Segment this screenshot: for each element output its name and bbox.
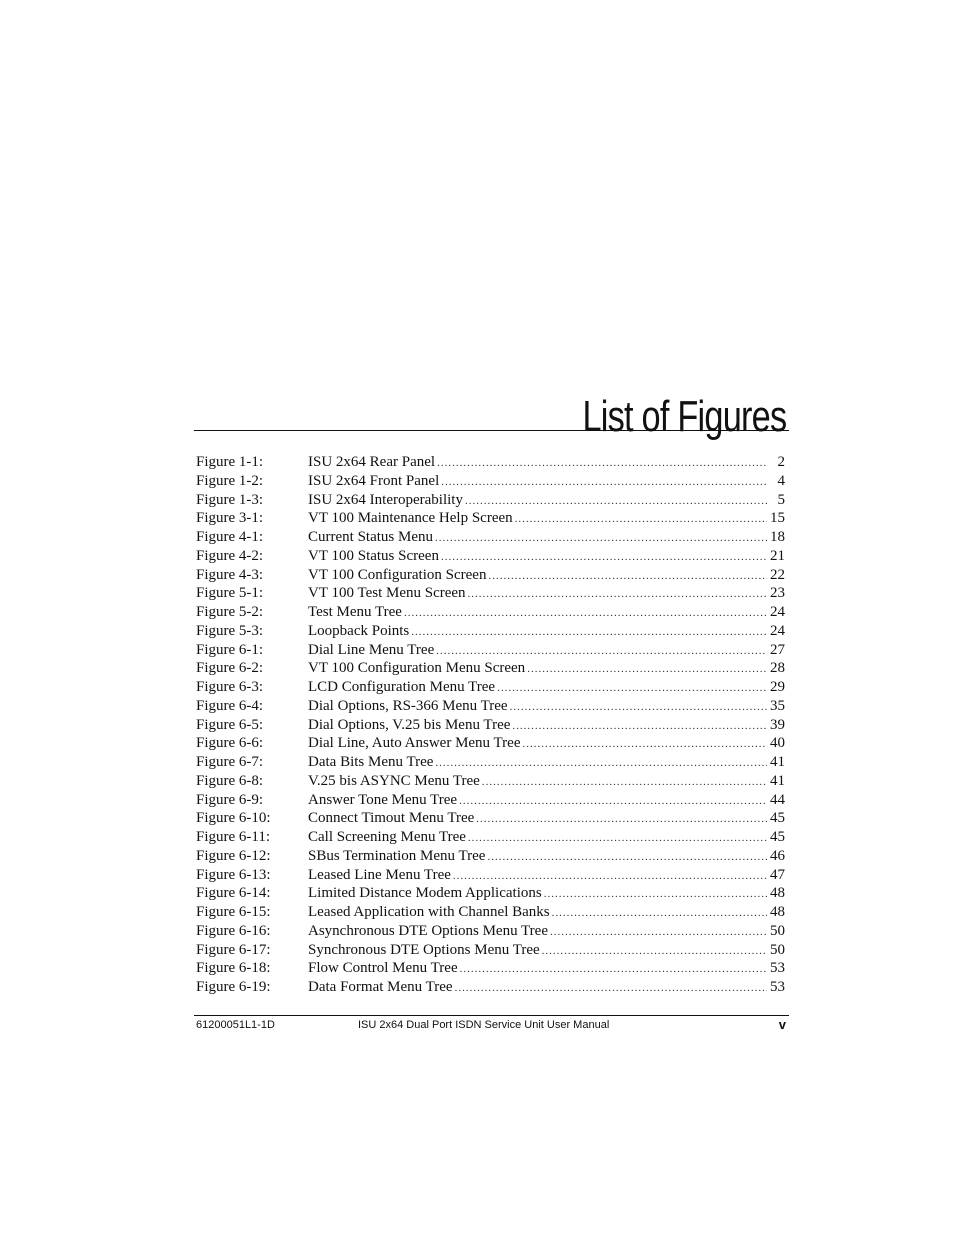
dot-leader [453,867,767,886]
figure-title: Test Menu Tree [308,604,402,620]
figure-page-number: 2 [777,454,785,470]
figure-page-number: 40 [770,735,785,752]
figure-title: Call Screening Menu Tree [308,829,466,845]
figure-entry[interactable] [196,941,785,960]
figure-title: ISU 2x64 Rear Panel [308,454,436,470]
figure-title: Synchronous DTE Options Menu Tree [308,941,540,958]
figure-page-number: 47 [770,866,785,883]
figure-entry[interactable] [196,472,785,491]
dot-leader [542,942,767,961]
figure-entry[interactable] [196,978,785,997]
figure-title: Loopback Points [308,622,410,639]
dot-leader [522,735,767,754]
figure-entry[interactable] [196,922,785,941]
figure-number: Figure 6-13: [196,866,271,883]
figure-entry[interactable] [196,884,785,903]
figure-title: VT 100 Configuration Menu Screen [308,660,526,677]
figure-page-number: 48 [770,885,785,902]
figure-number: Figure 6-3: [196,679,264,695]
figure-entry[interactable] [196,491,785,510]
figure-title: ISU 2x64 Interoperability [308,491,463,508]
figure-page-number: 50 [770,941,785,958]
figure-entry[interactable] [196,716,785,735]
dot-leader [441,473,768,492]
figure-page-number: 23 [770,585,785,602]
dot-leader [441,548,767,567]
figure-title: VT 100 Maintenance Help Screen [308,510,513,527]
figure-page-number: 24 [770,604,785,620]
dot-leader [459,792,767,811]
figure-page-number: 29 [770,679,785,695]
figure-page-number: 15 [770,510,785,527]
figure-page-number: 22 [770,566,785,583]
figure-number: Figure 4-2: [196,547,264,564]
figure-page-number: 50 [770,922,785,939]
figure-entry[interactable] [196,697,785,716]
figure-entry[interactable] [196,678,785,697]
dot-leader [512,717,767,736]
figure-entry[interactable] [196,959,785,978]
figure-page-number: 48 [770,904,785,920]
footer-page-number: v [778,1017,786,1032]
dot-leader [411,623,767,642]
dot-leader [455,979,767,998]
figure-page-number: 46 [770,847,785,864]
figure-page-number: 53 [770,979,785,995]
figure-title: Answer Tone Menu Tree [308,791,458,808]
figure-list [196,453,785,997]
dot-leader [487,848,767,867]
dot-leader [515,510,767,529]
figure-page-number: 35 [770,697,785,714]
figure-number: Figure 6-12: [196,847,271,864]
figure-number: Figure 6-10: [196,810,271,827]
figure-title: V.25 bis ASYNC Menu Tree [308,772,480,789]
figure-number: Figure 6-14: [196,885,271,902]
figure-number: Figure 4-3: [196,566,264,583]
figure-number: Figure 6-18: [196,960,271,977]
dot-leader [544,885,767,904]
figure-number: Figure 6-11: [196,829,271,845]
figure-number: Figure 6-15: [196,904,271,920]
figure-number: Figure 4-1: [196,529,264,545]
figure-title: Dial Line Menu Tree [308,641,435,658]
figure-entry[interactable] [196,828,785,847]
figure-entry[interactable] [196,753,785,772]
figure-number: Figure 6-9: [196,791,264,808]
dot-leader [468,585,767,604]
figure-number: Figure 1-1: [196,454,264,470]
figure-title: VT 100 Configuration Screen [308,566,487,583]
footer-divider [194,1015,789,1016]
figure-title: Leased Line Menu Tree [308,866,451,883]
dot-leader [510,698,767,717]
figure-entry[interactable] [196,547,785,566]
figure-entry[interactable] [196,622,785,641]
figure-entry[interactable] [196,584,785,603]
figure-number: Figure 6-19: [196,979,271,995]
dot-leader [435,754,767,773]
figure-number: Figure 6-16: [196,922,271,939]
figure-entry[interactable] [196,566,785,585]
figure-title: ISU 2x64 Front Panel [308,472,440,489]
page-title: List of Figures [582,392,786,442]
dot-leader [436,642,767,661]
figure-page-number: 18 [770,529,785,545]
figure-title: Data Bits Menu Tree [308,754,434,770]
figure-entry[interactable] [196,809,785,828]
figure-number: Figure 6-2: [196,660,264,677]
figure-entry[interactable] [196,903,785,922]
dot-leader [552,904,767,923]
dot-leader [404,604,767,623]
figure-title: Flow Control Menu Tree [308,960,458,977]
figure-number: Figure 6-7: [196,754,264,770]
figure-page-number: 24 [770,622,785,639]
footer-manual-title: ISU 2x64 Dual Port ISDN Service Unit User Manual [358,1019,610,1031]
dot-leader [476,810,767,829]
figure-page-number: 41 [770,754,785,770]
figure-title: Dial Line, Auto Answer Menu Tree [308,735,521,752]
title-divider [194,430,789,431]
figure-number: Figure 5-1: [196,585,264,602]
figure-title: Current Status Menu [308,529,433,545]
figure-page-number: 4 [777,472,785,489]
figure-title: SBus Termination Menu Tree [308,847,486,864]
figure-number: Figure 6-8: [196,772,264,789]
figure-entry[interactable] [196,659,785,678]
figure-entry[interactable] [196,772,785,791]
figure-entry[interactable] [196,453,785,472]
figure-title: Asynchronous DTE Options Menu Tree [308,922,548,939]
figure-number: Figure 1-3: [196,491,264,508]
figure-page-number: 5 [777,491,785,508]
dot-leader [482,773,767,792]
footer-doc-number: 61200051L1-1D [196,1019,275,1031]
figure-page-number: 45 [770,829,785,845]
dot-leader [435,529,767,548]
dot-leader [488,567,767,586]
figure-page-number: 45 [770,810,785,827]
dot-leader [465,492,768,511]
figure-title: Data Format Menu Tree [308,979,453,995]
figure-page-number: 41 [770,772,785,789]
figure-number: Figure 6-4: [196,697,264,714]
figure-entry[interactable] [196,791,785,810]
figure-entry[interactable] [196,847,785,866]
figure-title: LCD Configuration Menu Tree [308,679,496,695]
figure-title: Leased Application with Channel Banks [308,904,550,920]
dot-leader [437,454,768,473]
dot-leader [527,660,767,679]
figure-number: Figure 5-2: [196,604,264,620]
dot-leader [460,960,767,979]
figure-number: Figure 3-1: [196,510,264,527]
figure-entry[interactable] [196,866,785,885]
figure-entry[interactable] [196,603,785,622]
figure-entry[interactable] [196,641,785,660]
figure-title: Dial Options, RS-366 Menu Tree [308,697,508,714]
figure-title: Dial Options, V.25 bis Menu Tree [308,716,511,733]
figure-page-number: 28 [770,660,785,677]
figure-title: VT 100 Status Screen [308,547,439,564]
figure-entry[interactable] [196,734,785,753]
figure-entry[interactable] [196,528,785,547]
figure-page-number: 44 [770,791,785,808]
figure-page-number: 39 [770,716,785,733]
figure-number: Figure 6-1: [196,641,264,658]
dot-leader [550,923,767,942]
dot-leader [468,829,767,848]
figure-page-number: 21 [770,547,785,564]
dot-leader [497,679,767,698]
figure-title: Connect Timout Menu Tree [308,810,475,827]
figure-number: Figure 6-6: [196,735,264,752]
figure-number: Figure 6-5: [196,716,264,733]
figure-number: Figure 5-3: [196,622,264,639]
figure-page-number: 27 [770,641,785,658]
figure-page-number: 53 [770,960,785,977]
figure-number: Figure 1-2: [196,472,264,489]
figure-title: Limited Distance Modem Applications [308,885,542,902]
figure-title: VT 100 Test Menu Screen [308,585,466,602]
figure-entry[interactable] [196,509,785,528]
figure-number: Figure 6-17: [196,941,271,958]
